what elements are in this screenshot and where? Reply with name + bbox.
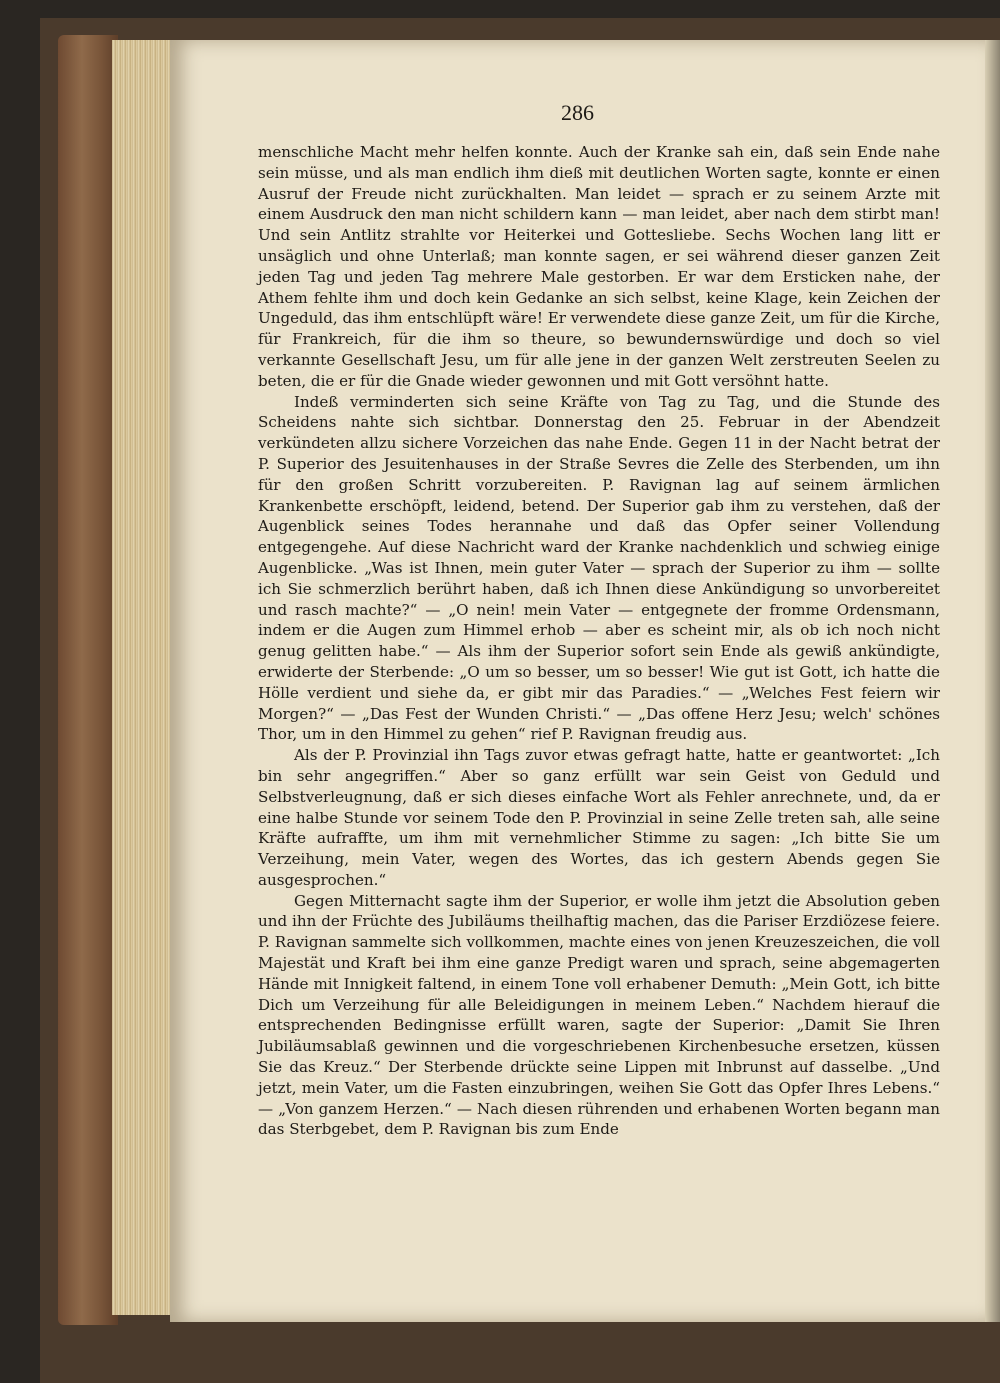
book-spine — [58, 35, 118, 1325]
book-page — [170, 40, 985, 1322]
page-right-edge — [985, 40, 1000, 1322]
page-number: 286 — [561, 100, 594, 125]
paragraph: menschliche Macht mehr helfen konnte. Auch der Kranke sah ein, daß sein Ende nahe sein müsse, und als man endlich ihm dieß mit deutlichen Worten sagte, konnte er einen Ausruf der Freude nicht zurückhalten. Man leidet — sprach er zu seinem Arzte mit einem Ausdruck den man nicht schildern kann — man leidet, aber nach dem stirbt man! Und sein Antlitz strahlte vor Heiterkei und Gottesliebe. Sechs Wochen lang litt er unsäglich und ohne Unterlaß; man konnte sagen, er sei während dieser ganzen Zeit jeden Tag und jeden Tag mehrere Male gestorben. Er war dem Ersticken nahe, der Athem fehlte ihm und doch kein Gedanke an sich selbst, keine Klage, kein Zeichen der Ungeduld, das ihm entschlüpft wäre! Er verwendete diese ganze Zeit, um für die Kirche, für Frankreich, für die ihm so theure, so bewundernswürdige und doch so viel verkannte Gesellschaft Jesu, um für alle jene in der ganzen Welt zerstreuten Seelen zu beten, die er für die Gnade wieder gewonnen und mit Gott versöhnt hatte. — [258, 143, 940, 390]
paragraph: Als der P. Provinzial ihn Tags zuvor etwas gefragt hatte, hatte er geantwortet: „Ich bin sehr angegriffen.“ Aber so ganz erfüllt war sein Geist von Geduld und Selbstverleugnung, daß er sich dieses einfache Wort als Fehler anrechnete, und, da er eine halbe Stunde vor seinem Tode den P. Provinzial in seine Zelle treten sah, alle seine Kräfte aufraffte, um ihm mit vernehmlicher Stimme zu sagen: „Ich bitte Sie um Verzeihung, mein Vater, wegen des Wortes, das ich gestern Abends gegen Sie ausgesprochen.“ — [258, 746, 940, 889]
paragraph: Gegen Mitternacht sagte ihm der Superior, er wolle ihm jetzt die Absolution geben und ihn der Früchte des Jubiläums theilhaftig machen, das die Pariser Erzdiözese feiere. P. Ravignan sammelte sich vollkommen, machte eines von jenen Kreuzeszeichen, die voll Majestät und Kraft bei ihm eine ganze Predigt waren und sprach, seine abgemagerten Hände mit Innigkeit faltend, in einem Tone voll erhabener Demuth: „Mein Gott, ich bitte Dich um Verzeihung für alle Beleidigungen in meinem Leben.“ Nachdem hierauf die entsprechenden Bedingnisse erfüllt waren, sagte der Superior: „Damit Sie Ihren Jubiläumsablaß gewinnen und die vorgeschriebenen Kirchenbesuche ersetzen, küssen Sie das Kreuz.“ Der Sterbende drückte seine Lippen mit Inbrunst auf dasselbe. „Und jetzt, mein Vater, um die Fasten einzubringen, weihen Sie Gott das Opfer Ihres Lebens.“ — „Von ganzem Herzen.“ — Nach diesen rührenden und erhabenen Worten begann man das Sterbgebet, dem P. Ravignan bis zum Ende — [258, 891, 940, 1139]
page-text — [258, 142, 940, 1140]
paragraph: Indeß verminderten sich seine Kräfte von Tag zu Tag, und die Stunde des Scheidens nahte sich sichtbar. Donnerstag den 25. Februar in der Abendzeit verkündeten allzu sichere Vorzeichen das nahe Ende. Gegen 11 in der Nacht betrat der P. Superior des Jesuitenhauses in der Straße Sevres die Zelle des Sterbenden, um ihn für den großen Schritt vorzubereiten. P. Ravignan lag auf seinem ärmlichen Krankenbette erschöpft, leidend, betend. Der Superior gab ihm zu verstehen, daß der Augenblick seines Todes herannahe und daß das Opfer seiner Vollendung entgegengehe. Auf diese Nachricht ward der Kranke nachdenklich und schwieg einige Augenblicke. „Was ist Ihnen, mein guter Vater — sprach der Superior zu ihm — sollte ich Sie schmerzlich berührt haben, daß ich Ihnen diese Ankündigung so unvorbereitet und rasch machte?“ — „O nein! mein Vater — entgegnete der fromme Ordensmann, indem er die Augen zum Himmel erhob — aber es scheint mir, als ob ich noch nicht genug gelitten habe.“ — Als ihm der Superior sofort sein Ende als gewiß ankündigte, erwiderte der Sterbende: „O um so besser, um so besser! Wie gut ist Gott, ich hatte die Hölle verdient und siehe da, er gibt mir das Paradies.“ — „Welches Fest feiern wir Morgen?“ — „Das Fest der Wunden Christi.“ — „Das offene Herz Jesu; welch' schönes Thor, um in den Himmel zu gehen“ rief P. Ravignan freudig aus. — [258, 392, 940, 744]
